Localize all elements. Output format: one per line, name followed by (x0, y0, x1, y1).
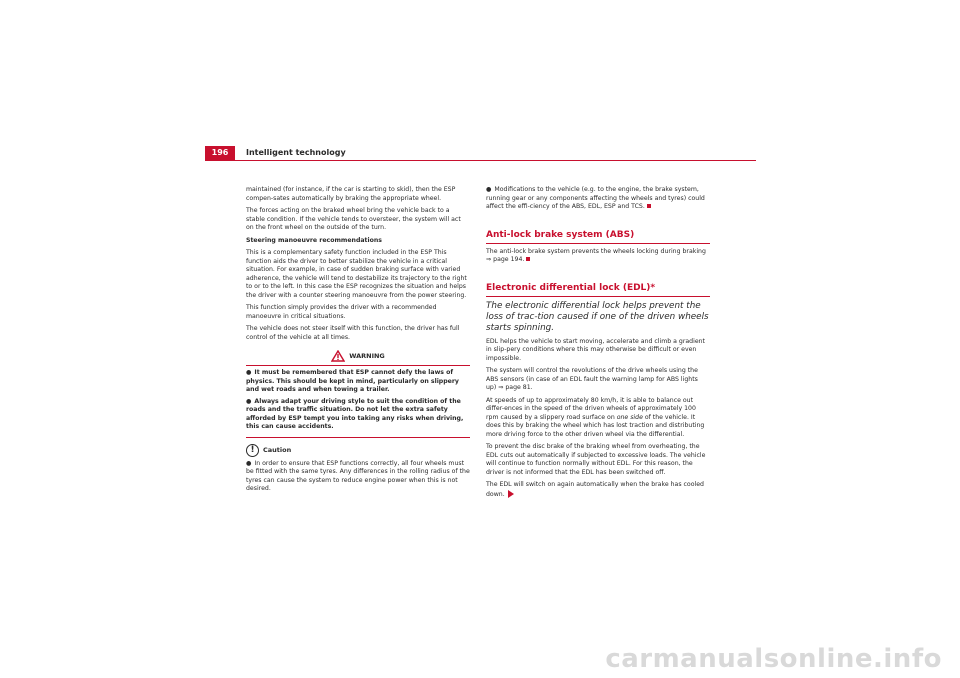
warning-item-text: It must be remembered that ESP cannot defy the laws of physics. This should be kept in mind, particularly on slippery and wet roads and when towing a trailer. (246, 369, 459, 393)
paragraph: This is a complementary safety function included in the ESP This function aids the driver to better stabilize the vehicle in a critical situation. For example, in case of sudden braking surface with varied adherence, the vehicle will tend to destabilize its trajectory to the right to or to the left. In this case the ESP recognizes the situation and helps the driver with a counter steering manoeuvre from the power steering. (246, 249, 467, 299)
list-item (246, 398, 470, 432)
page-number: 196 (205, 146, 235, 160)
text-span: At speeds of up to approximately 80 km/h, it is able to balance out differ-ences in the speed of the driven wheels of approximately 100 rpm caused by a slippery road surface on (486, 396, 696, 421)
section-title-edl: Electronic differential lock (EDL)* (486, 283, 710, 297)
paragraph (486, 481, 710, 499)
bullet-icon: ● (486, 186, 492, 193)
emphasis-text: one side (616, 413, 643, 421)
paragraph: This function simply provides the driver with a recommended manoeuvre in critical situations. (246, 304, 437, 320)
list-item (246, 460, 470, 494)
end-of-section-icon (647, 204, 651, 208)
abs-text: The anti-lock brake system prevents the wheels locking during braking ⇒ page 194. (486, 247, 706, 263)
watermark: carmanualsonline.info (605, 644, 942, 674)
warning-header (246, 350, 470, 366)
end-of-section-icon (526, 257, 530, 261)
warning-title: WARNING (349, 351, 385, 360)
text-span: The EDL will switch on again automatically when the brake has cooled down. (486, 481, 704, 498)
right-column (486, 186, 710, 503)
text-span: of the vehicle. It does this by braking the wheel which has lost traction and distributing more driving force to the other driven wheel via the differential. (486, 413, 705, 438)
caution-title: Caution (263, 445, 292, 454)
paragraph (486, 397, 710, 440)
paragraph: The forces acting on the braked wheel bring the vehicle back to a stable condition. If the vehicle tends to oversteer, the system will act on the front wheel on the outside of the turn. (246, 207, 461, 231)
section-title-abs: Anti-lock brake system (ABS) (486, 230, 710, 244)
warning-triangle-icon (331, 350, 345, 362)
paragraph: EDL helps the vehicle to start moving, accelerate and climb a gradient in slip-pery conditions where this may otherwise be difficult or even impossible. (486, 337, 705, 362)
paragraph (486, 248, 710, 265)
warning-item-text: Always adapt your driving style to suit the condition of the roads and the traffic situation. Do not let the extra safety afforded by ESP tempt you into taking any risks when driving, this can cause accidents. (246, 397, 464, 430)
chapter-title: Intelligent technology (246, 148, 346, 157)
warning-body (246, 369, 470, 438)
warning-box (246, 350, 470, 438)
paragraph: maintained (for instance, if the car is starting to skid), then the ESP compen-sates automatically by braking the appropriate wheel. (246, 186, 456, 202)
paragraph: To prevent the disc brake of the braking wheel from overheating, the EDL cuts out automatically if subjected to excessive loads. The vehicle will continue to function normally without EDL. For this reason, the driver is not informed that the EDL has been switched off. (486, 443, 706, 476)
subheading-steering: Steering manoeuvre recommendations (246, 236, 382, 244)
caution-item-text: In order to ensure that ESP functions correctly, all four wheels must be fitted with the same tyres. Any differences in the rolling radius of the tyres can cause the system to reduce engine power when this is not desired. (246, 459, 470, 492)
bullet-icon: ● (246, 459, 252, 467)
list-item (486, 186, 710, 212)
bullet-text: Modifications to the vehicle (e.g. to the engine, the brake system, running gear or any components affecting the wheels and tyres) could affect the effi-ciency of the ABS, EDL, ESP and TCS. (486, 186, 705, 210)
section-subtitle-edl: The electronic differential lock helps prevent the loss of trac-tion caused if one of the driven wheels starts spinning. (486, 300, 709, 333)
bullet-icon: ● (246, 397, 252, 405)
left-column (246, 186, 470, 498)
paragraph: The system will control the revolutions of the drive wheels using the ABS sensors (in case of an EDL fault the warning lamp for ABS lights up) ⇒ page 81. (486, 367, 698, 391)
list-item (246, 369, 470, 395)
caution-header (246, 444, 470, 457)
paragraph: The vehicle does not steer itself with this function, the driver has full control of the vehicle at all times. (246, 325, 460, 341)
caution-exclamation-icon: ! (246, 444, 259, 457)
bullet-icon: ● (246, 369, 252, 376)
caution-box (246, 444, 470, 494)
continue-arrow-icon (508, 490, 514, 498)
